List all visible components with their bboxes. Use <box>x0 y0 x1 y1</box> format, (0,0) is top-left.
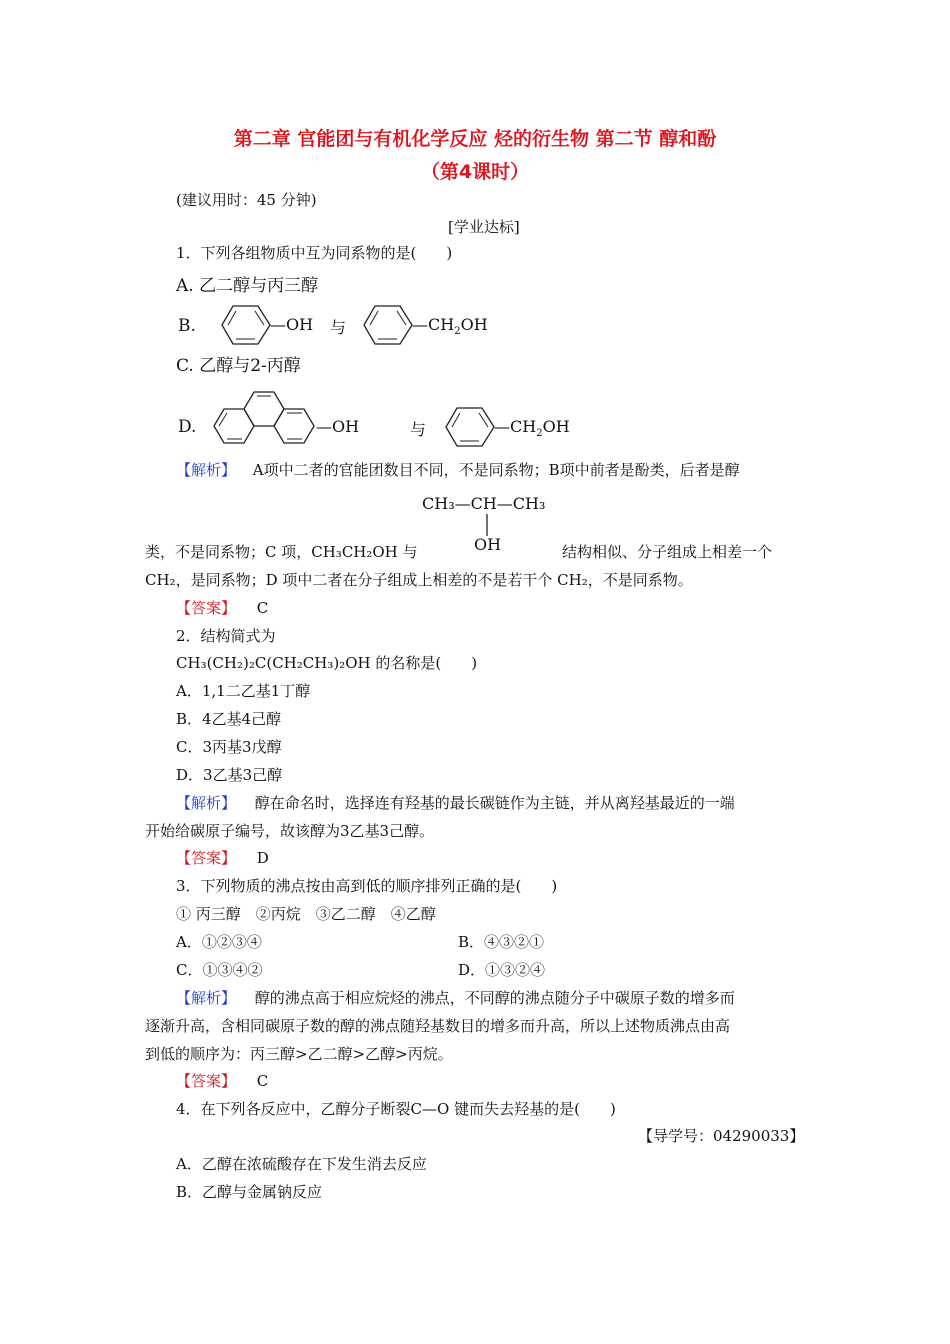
q1-analysis-line-2a: 类，不是同系物；C 项，CH₃CH₂OH 与 <box>145 543 418 561</box>
q1-option-d-label: D. <box>178 417 197 437</box>
q3-option-b: B．④③②① <box>458 933 545 951</box>
q3-answer <box>176 1071 268 1091</box>
q1-analysis-line-1 <box>176 460 740 480</box>
q2-option-b: B．4乙基4己醇 <box>176 710 282 728</box>
q4-option-b: B．乙醇与金属钠反应 <box>176 1183 323 1201</box>
answer-value: D <box>256 849 269 867</box>
q4-guide-number: 【导学号：04290033】 <box>638 1127 805 1145</box>
q2-analysis-line-2: 开始给碳原子编号，故该醇为3乙基3己醇。 <box>145 822 435 840</box>
q2-option-d: D．3乙基3己醇 <box>176 766 283 784</box>
q1-option-c: C. 乙醇与2-丙醇 <box>176 356 301 376</box>
q3-option-c: C．①③④② <box>176 961 263 979</box>
q1-option-d-joiner: 与 <box>410 420 427 439</box>
answer-tag: 【答案】 <box>176 1072 237 1090</box>
q1-stem: 1．下列各组物质中互为同系物的是( ) <box>176 244 453 262</box>
formula-part: OH <box>460 315 488 334</box>
formula-part: —CH <box>494 417 537 436</box>
q2-stem-line-2: CH₃(CH₂)₂C(CH₂CH₃)₂OH 的名称是( ) <box>176 654 478 672</box>
answer-value: C <box>256 599 269 617</box>
q4-option-a: A．乙醇在浓硫酸存在下发生消去反应 <box>176 1155 427 1173</box>
q1-option-a: A. 乙二醇与丙三醇 <box>176 276 319 296</box>
formula-part: —CH <box>412 315 455 334</box>
q1-option-b-joiner: 与 <box>330 318 347 337</box>
isopropanol-structure-bottom: OH <box>474 535 502 554</box>
answer-value: C <box>256 1072 269 1090</box>
answer-tag: 【答案】 <box>176 599 237 617</box>
q2-analysis-line-1 <box>176 793 735 813</box>
q3-stem: 3．下列物质的沸点按由高到低的顺序排列正确的是( ) <box>176 877 558 895</box>
q4-stem: 4．在下列各反应中，乙醇分子断裂C—O 键而失去羟基的是( ) <box>176 1100 616 1118</box>
q3-option-d: D．①③②④ <box>458 961 546 979</box>
q3-analysis-line-1 <box>176 988 735 1008</box>
isopropanol-structure-top: CH₃—CH—CH₃ <box>422 494 546 513</box>
q2-option-c: C．3丙基3戊醇 <box>176 738 282 756</box>
formula-subscript: 2 <box>536 428 543 439</box>
q1-option-b-left-group: —OH <box>270 315 314 334</box>
time-hint: (建议用时：45 分钟) <box>176 191 317 209</box>
q3-analysis-line-2: 逐渐升高，含相同碳原子数的醇的沸点随羟基数目的增多而升高，所以上述物质沸点由高 <box>145 1017 731 1035</box>
analysis-text: 醇在命名时，选择连有羟基的最长碳链作为主链，并从离羟基最近的一端 <box>254 794 735 812</box>
page-subtitle: （第4课时） <box>420 161 530 183</box>
q3-analysis-line-3: 到低的顺序为：丙三醇>乙二醇>乙醇>丙烷。 <box>145 1045 453 1063</box>
q1-analysis-line-3: CH₂，是同系物；D 项中二者在分子组成上相差的不是若干个 CH₂，不是同系物。 <box>145 571 693 589</box>
q1-option-b-right-group <box>412 315 488 337</box>
section-label: [学业达标] <box>448 218 520 236</box>
q3-items: ① 丙三醇 ②丙烷 ③乙二醇 ④乙醇 <box>176 905 436 923</box>
formula-subscript: 2 <box>454 326 461 337</box>
analysis-text: 醇的沸点高于相应烷烃的沸点，不同醇的沸点随分子中碳原子数的增多而 <box>254 989 735 1007</box>
analysis-tag: 【解析】 <box>176 794 237 812</box>
q1-option-d-left-group: —OH <box>316 417 360 436</box>
answer-tag: 【答案】 <box>176 849 237 867</box>
formula-part: OH <box>542 417 570 436</box>
q1-option-b-label: B. <box>178 316 196 336</box>
q1-analysis-line-2b: 结构相似、分子组成上相差一个 <box>562 543 773 561</box>
q2-answer <box>176 848 269 868</box>
q2-stem-line-1: 2．结构简式为 <box>176 627 276 645</box>
q1-option-d-right-group <box>494 417 570 439</box>
q2-option-a: A．1,1二乙基1丁醇 <box>176 682 311 700</box>
analysis-text: A项中二者的官能团数目不同，不是同系物；B项中前者是酚类，后者是醇 <box>252 461 740 479</box>
analysis-tag: 【解析】 <box>176 989 237 1007</box>
q3-option-a: A．①②③④ <box>176 933 262 951</box>
analysis-tag: 【解析】 <box>176 461 237 479</box>
bond-line <box>485 514 489 536</box>
q1-answer <box>176 598 268 618</box>
page-title: 第二章 官能团与有机化学反应 烃的衍生物 第二节 醇和酚 <box>233 128 717 150</box>
